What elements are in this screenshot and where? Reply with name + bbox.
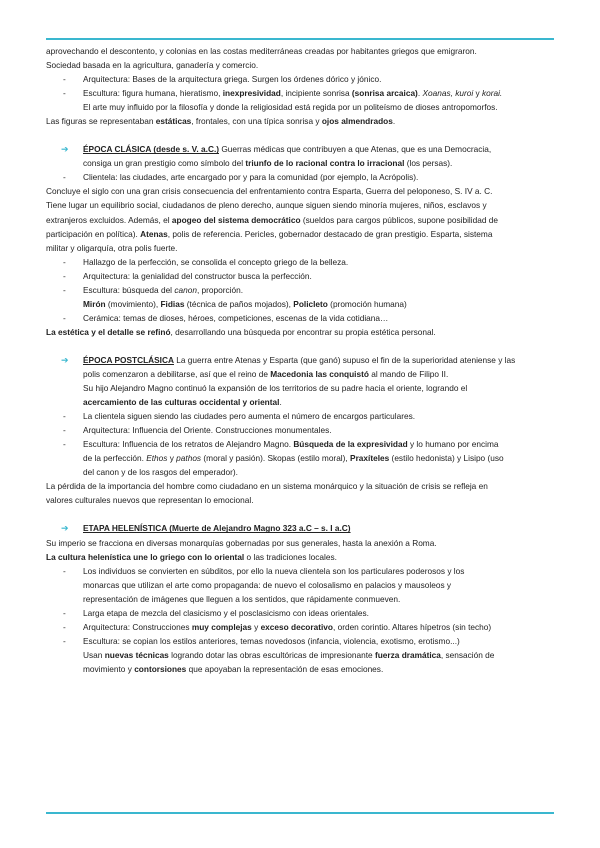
paragraph: valores culturales nuevos que representan lo emocional. [46, 495, 254, 506]
list-item: - La clientela siguen siendo las ciudades pero aumenta el número de encargos particulares. [46, 409, 556, 423]
list-item-continuation: monarcas que utilizan el arte como propaganda: de nuevo el colosalismo en palacios y mausoleos y [83, 579, 452, 590]
top-rule [46, 38, 554, 40]
paragraph: aprovechando el descontento, y colonias en las costas mediterráneas creadas por habitantes griegos que emigraron. [46, 46, 477, 56]
list-item: - Escultura: figura humana, hieratismo, inexpresividad, incipiente sonrisa (sonrisa arcaica). Xoanas, kuroi y korai. [46, 86, 556, 100]
list-item: - Los individuos se convierten en súbditos, por ello la nueva clientela son los particulares poderosos y los [46, 564, 556, 578]
section-intro: polis comenzaron a debilitarse, así que el reino de Macedonia las conquistó al mando de Filipo II. [83, 368, 449, 379]
section-clasica: ➔ ÉPOCA CLÁSICA (desde s. V. a.C.) Guerras médicas que contribuyen a que Atenas, que es una Democracia, [46, 142, 556, 156]
section-heading: ETAPA HELENÍSTICA (Muerte de Alejandro Magno 323 a.C – s. I a.C) [83, 523, 351, 534]
section-heading: ÉPOCA POSTCLÁSICA [83, 354, 174, 365]
paragraph: La pérdida de la importancia del hombre como ciudadano en un sistema monárquico y la situación de crisis se refleja en [46, 481, 488, 492]
section-helenistica [46, 521, 556, 535]
list-item: - Arquitectura: Construcciones muy complejas y exceso decorativo, orden corintio. Altares hípetros (sin techo) [46, 620, 556, 634]
arrow-icon: ➔ [61, 144, 69, 155]
list-item: - Larga etapa de mezcla del clasicismo y el posclasicismo con ideas orientales. [46, 606, 556, 620]
section-intro: acercamiento de las culturas occidental y oriental. [83, 397, 282, 408]
paragraph: La cultura helenística une lo griego con lo oriental o las tradiciones locales. [46, 551, 337, 562]
paragraph: Tiene lugar un equilibrio social, ciudadanos de pleno derecho, aunque siguen siendo minoría mujeres, niños, esclavos y [46, 200, 487, 211]
list-item-continuation: movimiento y contorsiones que apoyaban la representación de esas emociones. [83, 663, 384, 674]
list-item: - Arquitectura: Influencia del Oriente. Construcciones monumentales. [46, 423, 556, 437]
paragraph: Las figuras se representaban estáticas, frontales, con una típica sonrisa y ojos almendrados. [46, 116, 396, 127]
arrow-icon: ➔ [61, 354, 69, 365]
section-heading: ÉPOCA CLÁSICA (desde s. V. a.C.) [83, 144, 220, 155]
list-item-continuation: representación de imágenes que lleguen a los sentidos, que rápidamente conmueven. [83, 593, 401, 604]
list-item-continuation: de la perfección. Ethos y pathos (moral y pasión). Skopas (estilo moral), Praxíteles (estilo hedonista) y Lisipo (uso [83, 453, 504, 464]
list-item: - Arquitectura: Bases de la arquitectura griega. Surgen los órdenes dórico y jónico. [46, 72, 556, 86]
list-item-continuation: Usan nuevas técnicas logrando dotar las obras escultóricas de impresionante fuerza dramática, sensación de [83, 649, 495, 660]
list-item: - Escultura: Influencia de los retratos de Alejandro Magno. Búsqueda de la expresividad y lo humano por encima [46, 437, 556, 451]
list-item: - Clientela: las ciudades, arte encargado por y para la comunidad (por ejemplo, la Acrópolis). [46, 170, 556, 184]
arrow-icon: ➔ [61, 523, 69, 534]
document-body [46, 44, 556, 676]
paragraph: extranjeros excluidos. Además, el apogeo del sistema democrático (sueldos para cargos públicos, supone posibilidad de [46, 214, 498, 225]
paragraph: Concluye el siglo con una gran crisis consecuencia del enfrentamiento contra Esparta, Guerra del peloponeso, S. IV a. C. [46, 186, 493, 197]
paragraph: participación en política). Atenas, polis de referencia. Pericles, gobernador destacado de gran prestigio. Esparta, sistema [46, 228, 493, 239]
list-item-continuation: El arte muy influido por la filosofía y donde la religiosidad está regida por un politeísmo de dioses antropomorfos. [83, 102, 498, 113]
section-intro: consiga un gran prestigio como símbolo del triunfo de lo racional contra lo irracional (los persas). [83, 158, 453, 169]
list-item: - Hallazgo de la perfección, se consolida el concepto griego de la belleza. [46, 255, 556, 269]
list-item: - Cerámica: temas de dioses, héroes, competiciones, escenas de la vida cotidiana… [46, 311, 556, 325]
paragraph: La estética y el detalle se refinó, desarrollando una búsqueda por encontrar su propia estética personal. [46, 326, 436, 337]
list-item-continuation: del canon y de los rasgos del emperador). [83, 467, 238, 478]
paragraph: Su imperio se fracciona en diversas monarquías gobernadas por sus generales, hasta la anexión a Roma. [46, 537, 437, 548]
section-intro: Su hijo Alejandro Magno continuó la expansión de los territorios de su padre hacia el oriente, logrando el [83, 383, 468, 394]
list-item: - Escultura: búsqueda del canon, proporción. [46, 283, 556, 297]
list-item-continuation: Mirón (movimiento), Fidias (técnica de paños mojados), Policleto (promoción humana) [83, 298, 407, 309]
list-item: - Arquitectura: la genialidad del constructor busca la perfección. [46, 269, 556, 283]
list-item: - Escultura: se copian los estilos anteriores, temas novedosos (infancia, violencia, exotismo, erotismo...) [46, 634, 556, 648]
section-postclasica: ➔ ÉPOCA POSTCLÁSICA La guerra entre Atenas y Esparta (que ganó) supuso el fin de la superioridad ateniense y las [46, 353, 556, 367]
paragraph: militar y oligarquía, otra polis fuerte. [46, 242, 178, 253]
bottom-rule [46, 812, 554, 814]
paragraph: Sociedad basada en la agricultura, ganadería y comercio. [46, 60, 259, 71]
